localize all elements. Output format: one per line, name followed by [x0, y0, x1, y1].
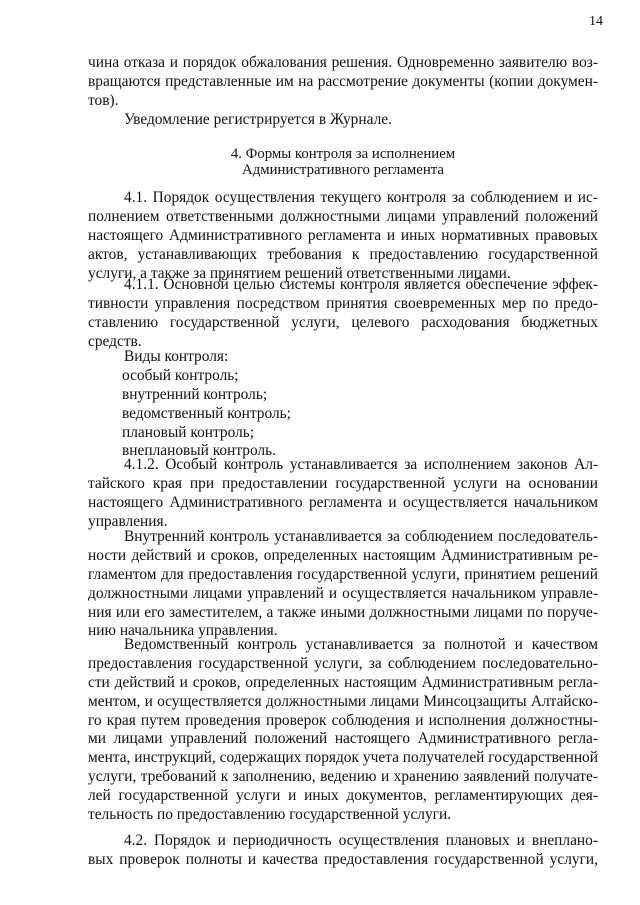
paragraph-journal [88, 111, 598, 130]
text-line: услуги, а также за принятием решений ответственными лицами. [88, 264, 511, 282]
text-line: мента, инструкций, содержащих порядок учета получателей государственной [88, 749, 598, 767]
text-line: управления. [88, 512, 168, 530]
text-line: Внутренний контроль устанавливается за соблюдением последователь- [124, 528, 598, 545]
text-line: нию начальника управления. [88, 622, 278, 640]
text-line: тельность по предоставлению государственной услуги. [88, 806, 452, 824]
text-line: го края путем проведения проверок соблюдения и исполнения должностны- [88, 711, 598, 729]
heading-line: Административного регламента [242, 162, 444, 178]
text-line: чина отказа и порядок обжалования решения. Одновременно заявителю воз- [88, 54, 598, 71]
text-line: актов, устанавливающих требования к предоставлению государственной [88, 245, 598, 263]
control-types-list [88, 348, 598, 461]
text-line: гламентом для предоставления государственной услуги, принятием решений [88, 565, 598, 583]
text-line: вых проверок полноты и качества предоставления государственной услуги, [88, 850, 598, 868]
paragraph-4-2 [88, 832, 598, 870]
section-heading [88, 146, 598, 178]
text-line: Уведомление регистрируется в Журнале. [124, 111, 392, 128]
text-line: 4.2. Порядок и периодичность осуществления плановых и внеплано- [124, 832, 598, 849]
text-line: предоставления государственной услуги, за соблюдением последовательно- [88, 654, 598, 672]
list-item: ведомственный контроль; [122, 404, 291, 422]
text-line: средств. [88, 332, 142, 350]
text-line: тайского края при предоставлении государственной услуги на основании [88, 474, 598, 492]
paragraph-departmental-control [88, 636, 598, 825]
text-line: сти действий и сроков, определенных настоящим Административным регла- [88, 673, 598, 691]
text-line: ности действий и сроков, определенных настоящим Административным ре- [88, 546, 598, 564]
text-line: 4.1.2. Особый контроль устанавливается за исполнением законов Ал- [124, 456, 598, 473]
list-heading: Виды контроля: [124, 348, 229, 365]
paragraph-4-1-1 [88, 276, 598, 352]
text-line: настоящего Административного регламента и иных нормативных правовых [88, 226, 598, 244]
text-line: ставлению государственной услуги, целевого расходования бюджетных [88, 313, 598, 331]
text-line: Ведомственный контроль устанавливается за полнотой и качеством [124, 636, 598, 653]
heading-line: 4. Формы контроля за исполнением [230, 146, 456, 162]
text-line: ния или его заместителем, а также иными должностными лицами по поруче- [88, 603, 598, 621]
text-line: настоящего Административного регламента и осуществляется начальником [88, 493, 598, 511]
text-line: 4.1.1. Основной целью системы контроля является обеспечение эффек- [124, 276, 598, 293]
paragraph-internal-control [88, 528, 598, 641]
list-item: внеплановый контроль. [122, 442, 276, 460]
list-item: внутренний контроль; [122, 385, 268, 403]
text-line: должностными лицами управлений и осуществляется начальником управле- [88, 584, 598, 602]
text-line: полнением ответственными должностными лицами управлений положений [88, 207, 598, 225]
text-line: тов). [88, 91, 119, 109]
text-line: тивности управления посредством принятия своевременных мер по предо- [88, 294, 598, 312]
text-line: вращаются представленные им на рассмотрение документы (копии докумен- [88, 72, 598, 90]
paragraph-4-1-2 [88, 456, 598, 532]
paragraph-4-1 [88, 189, 598, 283]
list-item: особый контроль; [122, 366, 239, 384]
text-line: ментом, и осуществляется должностными лицами Минсоцзащиты Алтайско- [88, 692, 598, 710]
page-number: 14 [589, 14, 603, 29]
text-line: услуги, требований к заполнению, ведению и хранению заявлений получате- [88, 768, 598, 786]
list-item: плановый контроль; [122, 423, 255, 441]
text-line: ми лицами управлений положений настоящего Административного регла- [88, 730, 598, 748]
paragraph-refusal-reason [88, 54, 598, 111]
text-line: лей государственной услуги и иных документов, регламентирующих дея- [88, 787, 598, 805]
text-line: 4.1. Порядок осуществления текущего контроля за соблюдением и ис- [124, 189, 598, 206]
